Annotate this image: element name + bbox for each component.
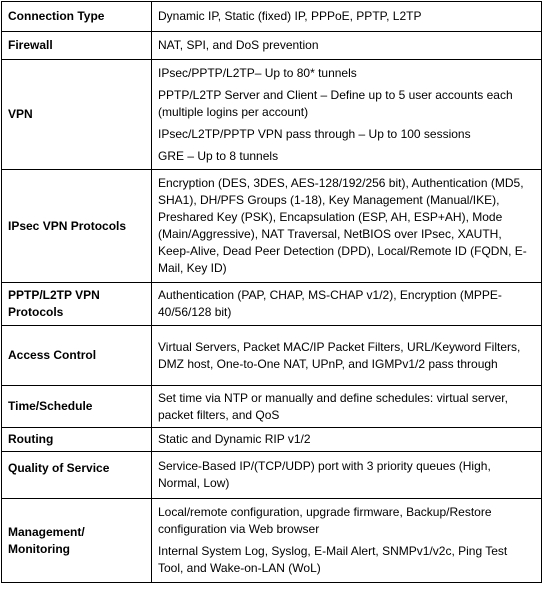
table-row (2, 2, 542, 32)
row-value (152, 2, 542, 32)
value-line: Set time via NTP or manually and define schedules: virtual server, packet filters, and QoS (158, 390, 508, 422)
row-value (152, 60, 542, 170)
table-row (2, 386, 542, 428)
table-row (2, 428, 542, 452)
value-line: Local/remote configuration, upgrade firmware, Backup/Restore configuration via Web browser (158, 505, 492, 536)
row-label: Access Control (2, 326, 152, 386)
table-row (2, 32, 542, 60)
value-line: GRE – Up to 8 tunnels (158, 148, 279, 163)
row-value (152, 428, 542, 452)
row-label: Quality of Service (2, 452, 152, 499)
row-label: Connection Type (2, 2, 152, 32)
table-row (2, 326, 542, 386)
row-label: IPsec VPN Protocols (2, 170, 152, 283)
value-line: Internal System Log, Syslog, E-Mail Alert, SNMPv1/v2c, Ping Test Tool, and Wake-on-LAN (WoL) (158, 544, 508, 575)
row-value (152, 283, 542, 326)
row-value (152, 386, 542, 428)
row-label: VPN (2, 60, 152, 170)
table-row (2, 283, 542, 326)
value-line: Dynamic IP, Static (fixed) IP, PPPoE, PPTP, L2TP (158, 9, 422, 23)
row-value (152, 499, 542, 583)
row-value (152, 170, 542, 283)
value-line: Service-Based IP/(TCP/UDP) port with 3 priority queues (High, Normal, Low) (158, 459, 491, 490)
value-line: NAT, SPI, and DoS prevention (158, 38, 319, 52)
row-label: Time/Schedule (2, 386, 152, 428)
row-label: Management/ Monitoring (2, 499, 152, 583)
table-row (2, 499, 542, 583)
row-label: Routing (2, 428, 152, 452)
value-line: IPsec/L2TP/PPTP VPN pass through – Up to 100 sessions (158, 126, 471, 141)
row-value (152, 452, 542, 499)
row-value (152, 326, 542, 386)
row-value (152, 32, 542, 60)
table-row (2, 170, 542, 283)
value-line: Virtual Servers, Packet MAC/IP Packet Filters, URL/Keyword Filters, DMZ host, One-to-One NAT, UPnP, and IGMPv1/2 pass through (158, 339, 521, 371)
value-line: PPTP/L2TP Server and Client – Define up to 5 user accounts each (multiple logins per account) (158, 87, 513, 119)
value-line: Encryption (DES, 3DES, AES-128/192/256 bit), Authentication (MD5, SHA1), DH/PFS Groups (1-18), Key Management (Manual/IKE), Preshared Key (PSK), Encapsulation (ESP, AH, ESP+AH), Mode (Main/Aggressive), NAT Traversal, NetBIOS over IPsec, XAUTH, Keep-Alive, Dead Peer Detection (DPD), Local/Remote ID (FQDN, E-Mail, Key ID) (158, 176, 527, 275)
value-line: Static and Dynamic RIP v1/2 (158, 432, 311, 446)
value-line: Authentication (PAP, CHAP, MS-CHAP v1/2), Encryption (MPPE-40/56/128 bit) (158, 288, 502, 319)
row-label: PPTP/L2TP VPN Protocols (2, 283, 152, 326)
table-row (2, 60, 542, 170)
table-row (2, 452, 542, 499)
row-label: Firewall (2, 32, 152, 60)
spec-table (1, 1, 542, 583)
value-line: IPsec/PPTP/L2TP– Up to 80* tunnels (158, 65, 357, 80)
